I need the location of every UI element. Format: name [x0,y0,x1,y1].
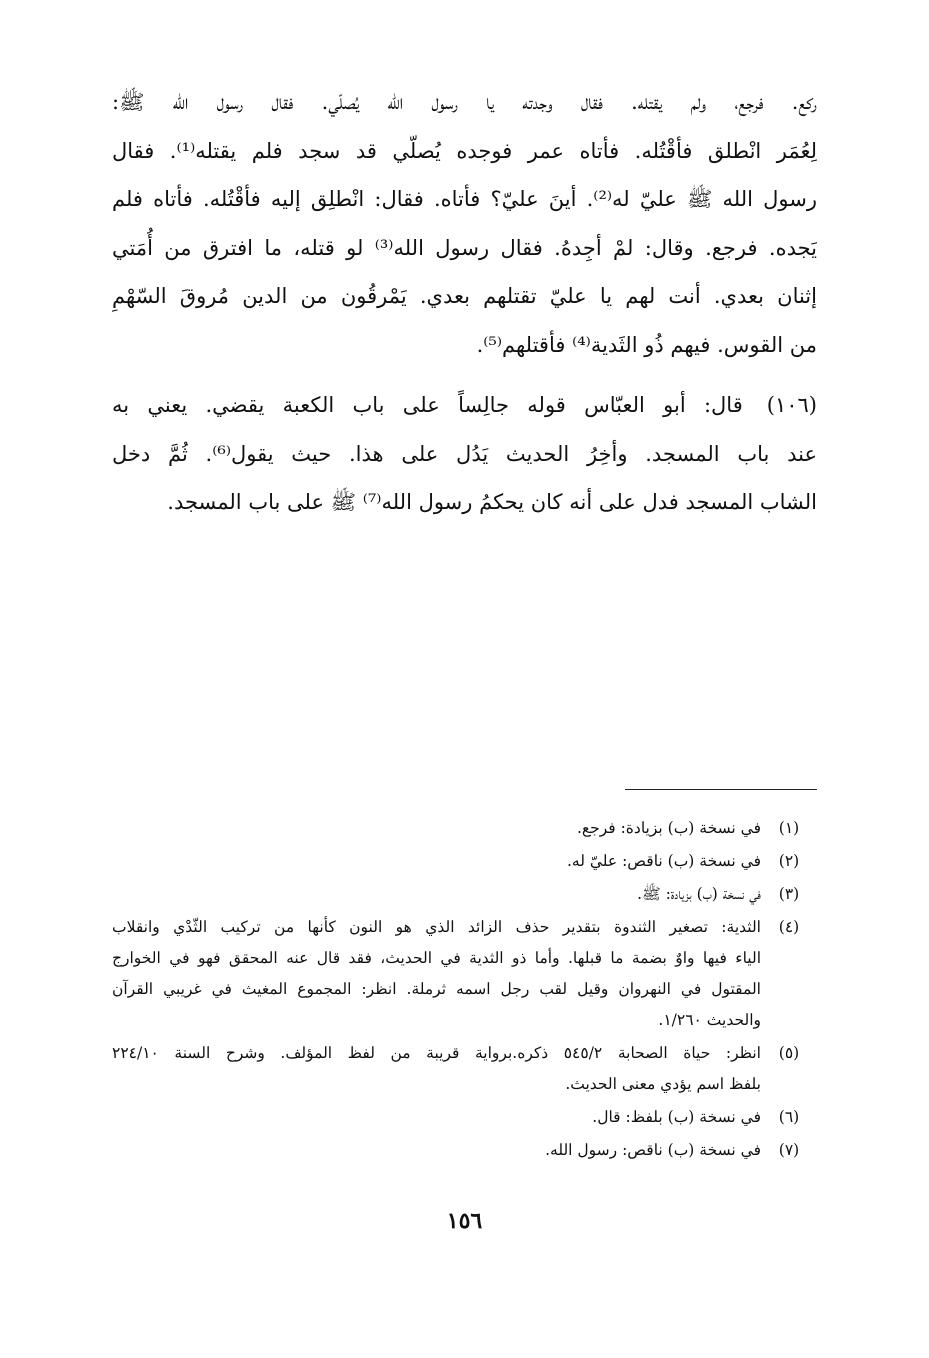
footnote-line: انظر: حياة الصحابة ٥٤٥/٢ ذكره.برواية قريبة من لفظ المؤلف. وشرح السنة ٢٢٤/١٠ [112,1044,761,1062]
footnote-line: بلفظ اسم يؤدي معنى الحديث. [565,1075,761,1093]
text-line: عند باب المسجد. وأخِرُ الحديث يَدُل على هذا. حيث يقول⁽⁶⁾. ثُمَّ دخل [112,441,817,466]
footnote [112,879,817,910]
footnote-text [112,1135,761,1166]
footnote-number: (٥) [778,1044,800,1062]
text-line: يَجده. فرجع. وقال: لمْ أجِدهُ. فقال رسول الله⁽³⁾ لو قتله، ما افترق من أُمَتي [112,235,817,260]
footnote-line: في نسخة (ب) بلفظ: قال. [592,1108,761,1126]
footnote-line: الثدية: تصغير الثندوة بتقدير حذف الزائد الذي هو النون كأنها من تركيب الثّدْي وانقلاب [112,918,761,936]
footnote-line: في نسخة (ب) ناقص: عليّ له. [566,852,761,870]
footnote-text [112,813,761,844]
footnote-text [112,912,761,1036]
footnote [112,813,817,844]
text-line [112,381,817,430]
text-line: ركع. فرجع، ولم يقتله. فقال وجدته يا رسول الله يُصلّي. فقال رسول الله ﷺ: [112,90,817,114]
footnote [112,1102,817,1133]
footnote-line: في نسخة (ب) بزيادة: فرجع. [576,819,761,837]
footnote [112,1135,817,1166]
text-line: إثنان بعدي. أنت لهم يا عليّ تقتلهم بعدي. يَمْرقُون من الدين مُروقَ السّهْمِ [112,284,817,308]
paragraph-1 [112,78,817,369]
footnote [112,1038,817,1100]
page-number: ١٥٦ [446,1208,483,1234]
footnote-number: (٣) [778,885,800,903]
footnote-number: (٧) [778,1141,800,1159]
footnote-text [112,879,761,910]
main-text [112,78,817,527]
footnote-line: في نسخة (ب) ناقص: رسول الله. [545,1141,761,1159]
text-line: الشاب المسجد فدل على أنه كان يحكمُ رسول الله⁽⁷⁾ ﷺ على باب المسجد. [167,490,817,514]
footnote [112,846,817,877]
footnote-number: (٢) [778,852,800,870]
footnote-number: (٦) [778,1108,800,1126]
paragraph-2 [112,381,817,527]
footnote-line: الياء فيها واوٌ بضمة ما قبلها. وأما ذو الثدية في الحديث، فقد قال عنه المحقق فهو في الخوارج [112,949,761,967]
text-line-content: قال: أبو العبّاس قوله جالِساً على باب الكعبة يقضي. يعني به [112,393,743,417]
footnotes [112,813,817,1166]
footnote-line: في نسخة (ب) بزيادة: ﷺ. [637,885,761,903]
footnote-text [112,1102,761,1133]
footnote [112,912,817,1036]
text-line: رسول الله ﷺ عليّ له⁽²⁾. أينَ عليّ؟ فأتاه. فقال: انْطلِق إليه فأقْتُله. فأتاه فلم [112,187,817,211]
footnote-text [112,846,761,877]
footnote-number: (١) [778,819,800,837]
text-line: لِعُمَر انْطلق فأقْتُله. فأتاه عمر فوجده يُصلّي قد سجد فلم يقتله⁽¹⁾. فقال [112,138,817,163]
footnote-line: والحديث ١/٢٦٠. [658,1011,761,1029]
hadith-number: (١٠٦) [766,393,817,417]
text-line: من القوس. فيهم ذُو الثَدية⁽⁴⁾ فأقتلهم⁽⁵⁾. [476,332,817,357]
footnote-number: (٤) [778,918,800,936]
footnote-separator [625,789,817,790]
footnote-line: المقتول في النهروان وقيل لقب رجل اسمه ثرملة. انظر: المجموع المغيث في غريبي القرآن [112,980,761,998]
footnote-text [112,1038,761,1100]
